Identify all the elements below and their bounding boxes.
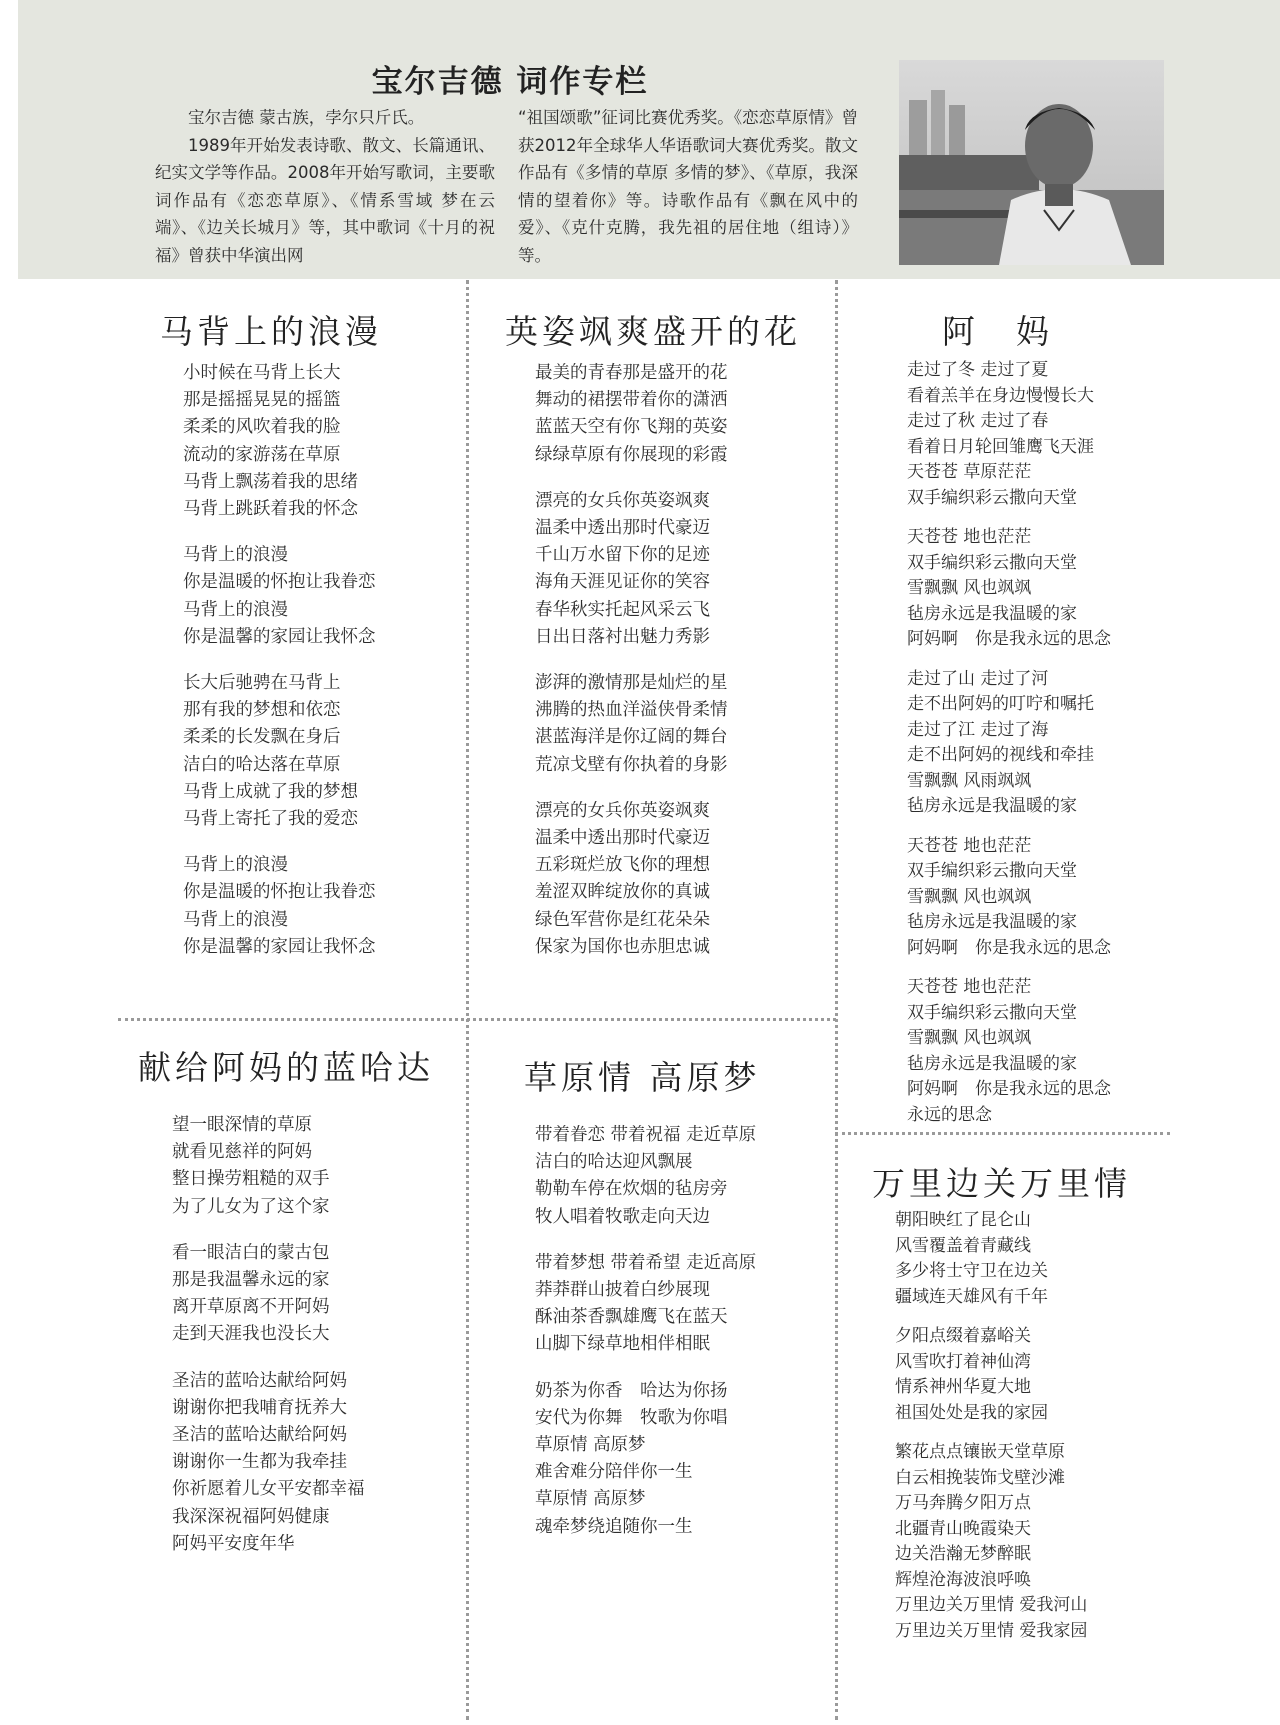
poem-line: 疆域连天雄风有千年 — [895, 1286, 1048, 1307]
poem-line: 谢谢你一生都为我牵挂 — [172, 1452, 347, 1473]
stanza — [183, 670, 376, 833]
poem-title: 献给阿妈的蓝哈达 — [138, 1048, 434, 1087]
poem-line: 长大后驰骋在马背上 — [183, 673, 341, 694]
poem-body — [907, 358, 1111, 1128]
poem-line: 你是温馨的家园让我怀念 — [183, 936, 376, 957]
poem-line: 马背上的浪漫 — [183, 599, 288, 620]
poem-line: 永远的思念 — [907, 1104, 992, 1125]
poem-line: 日出日落衬出魅力秀影 — [535, 626, 710, 647]
poem-line: 阿妈啊 你是我永远的思念 — [907, 1079, 1111, 1099]
poem-line: 柔柔的风吹着我的脸 — [183, 417, 341, 438]
poem-line: 你是温馨的家园让我怀念 — [183, 626, 376, 647]
poem-line: 你是温暖的怀抱让我眷恋 — [183, 572, 376, 593]
stanza — [535, 798, 728, 961]
stanza — [907, 358, 1111, 511]
stanza — [183, 360, 376, 523]
poem-line: 澎湃的激情那是灿烂的星 — [535, 673, 728, 694]
poem-line: 温柔中透出那时代豪迈 — [535, 828, 710, 849]
poem-line: 雪飘飘 风也飒飒 — [907, 1028, 1032, 1048]
poem-line: 白云相挽装饰戈壁沙滩 — [895, 1467, 1065, 1488]
poem-line: 舞动的裙摆带着你的潇洒 — [535, 390, 728, 411]
poem-line: 绿绿草原有你展现的彩霞 — [535, 444, 728, 465]
poem-line: 带着梦想 带着希望 走近高原 — [535, 1252, 757, 1273]
poem-line: 酥油茶香飘雄鹰飞在蓝天 — [535, 1307, 728, 1328]
stanza — [172, 1368, 365, 1558]
stanza — [895, 1440, 1087, 1644]
poem-line: 万里边关万里情 爱我家园 — [895, 1620, 1088, 1641]
poem-line: 五彩斑烂放飞你的理想 — [535, 855, 710, 876]
poem-line: 走不出阿妈的视线和牵挂 — [907, 745, 1094, 765]
poem-line: 漂亮的女兵你英姿飒爽 — [535, 490, 710, 511]
poem-title: 万里边关万里情 — [872, 1164, 1131, 1203]
poem-line: 漂亮的女兵你英姿飒爽 — [535, 800, 710, 821]
poem-line: 双手编织彩云撒向天堂 — [907, 487, 1077, 508]
poem-line: 洁白的哈达迎风飘展 — [535, 1152, 693, 1173]
poem-line: 繁花点点镶嵌天堂草原 — [895, 1442, 1065, 1462]
poem-line: 羞涩双眸绽放你的真诚 — [535, 882, 710, 903]
poem-line: 你祈愿着儿女平安都幸福 — [172, 1479, 365, 1500]
poem-line: 带着眷恋 带着祝福 走近草原 — [535, 1125, 757, 1145]
stanza — [535, 1250, 756, 1359]
poem-line: 保家为国你也赤胆忠诚 — [535, 936, 710, 957]
poem-line: 湛蓝海洋是你辽阔的舞台 — [535, 727, 728, 748]
poem-line: 走不出阿妈的叮咛和嘱托 — [907, 694, 1094, 714]
stanza — [895, 1208, 1087, 1310]
poem-line: 那有我的梦想和依恋 — [183, 700, 341, 721]
poem-line: 小时候在马背上长大 — [183, 363, 341, 383]
poem-line: 荒凉戈壁有你执着的身影 — [535, 754, 728, 775]
poem-line: 夕阳点缀着嘉峪关 — [895, 1326, 1031, 1346]
poem-line: 万里边关万里情 爱我河山 — [895, 1595, 1088, 1615]
poem-line: 双手编织彩云撒向天堂 — [907, 1002, 1077, 1023]
poem-line: 难舍难分陪伴你一生 — [535, 1462, 693, 1483]
poem-line: 情系神州华夏大地 — [895, 1377, 1031, 1397]
poem-line: 天苍苍 地也茫茫 — [907, 977, 1032, 997]
poem-line: 阿妈啊 你是我永远的思念 — [907, 937, 1111, 958]
poem-line: 朝阳映红了昆仑山 — [895, 1210, 1031, 1230]
poem-body — [183, 360, 376, 980]
poem-line: 雪飘飘 风也飒飒 — [907, 886, 1032, 907]
poem-body — [895, 1208, 1087, 1644]
poem-line: 毡房永远是我温暖的家 — [907, 603, 1077, 624]
poem-line: 风雪吹打着神仙湾 — [895, 1351, 1031, 1372]
poem-line: 沸腾的热血洋溢侠骨柔情 — [535, 700, 728, 721]
poem-line: 望一眼深情的草原 — [172, 1115, 312, 1135]
stanza — [907, 975, 1111, 1128]
poem-line: 边关浩瀚无梦醉眠 — [895, 1544, 1031, 1564]
poem-title: 英姿飒爽盛开的花 — [505, 312, 801, 351]
poem-line: 圣洁的蓝哈达献给阿妈 — [172, 1370, 347, 1391]
poem-line: 马背上跳跃着我的怀念 — [183, 499, 358, 520]
poem-line: 谢谢你把我哺育抚养大 — [172, 1397, 347, 1418]
poem-line: 毡房永远是我温暖的家 — [907, 796, 1077, 816]
poem-line: 魂牵梦绕追随你一生 — [535, 1516, 693, 1537]
poem-line: 马背上飘荡着我的思绪 — [183, 471, 358, 492]
poem-title: 草原情 高原梦 — [524, 1058, 761, 1097]
poem-body — [535, 360, 728, 980]
stanza — [907, 834, 1111, 962]
poem-line: 看一眼洁白的蒙古包 — [172, 1242, 330, 1263]
poem-line: 山脚下绿草地相伴相眠 — [535, 1334, 710, 1355]
poem-line: 马背上寄托了我的爱恋 — [183, 809, 358, 830]
poem-line: 阿妈啊 你是我永远的思念 — [907, 629, 1111, 649]
poem-line: 春华秋实托起风采云飞 — [535, 599, 710, 620]
poem-line: 走过了冬 走过了夏 — [907, 360, 1049, 380]
poem-body — [535, 1122, 756, 1560]
stanza — [535, 670, 728, 779]
poem-line: 毡房永远是我温暖的家 — [907, 912, 1077, 932]
poem-line: 雪飘飘 风也飒飒 — [907, 578, 1032, 598]
poem-line: 最美的青春那是盛开的花 — [535, 363, 728, 383]
stanza — [172, 1112, 365, 1221]
poem-line: 马背上成就了我的梦想 — [183, 781, 358, 802]
poem-line: 柔柔的长发飘在身后 — [183, 727, 341, 748]
poem-line: 草原情 高原梦 — [535, 1489, 646, 1510]
poem-line: 雪飘飘 风雨飒飒 — [907, 770, 1032, 791]
stanza — [172, 1240, 365, 1349]
poem-line: 看着日月轮回雏鹰飞天涯 — [907, 436, 1094, 457]
stanza — [907, 667, 1111, 820]
poem-line: 天苍苍 地也茫茫 — [907, 527, 1032, 547]
poem-line: 北疆青山晚霞染天 — [895, 1518, 1031, 1539]
stanza — [183, 852, 376, 961]
poem-line: 马背上的浪漫 — [183, 855, 288, 876]
column-divider — [466, 280, 469, 1720]
stanza — [907, 525, 1111, 653]
author-photo-image — [899, 60, 1164, 265]
poem-line: 海角天涯见证你的笑容 — [535, 572, 710, 593]
bio-paragraph: “祖国颂歌”征词比赛优秀奖。《恋恋草原情》曾获2012年全球华人华语歌词大赛优秀奖。散文作品有《多情的草原 多情的梦》、《草原，我深情的望着你》等。诗歌作品有《飘在风中的爱》、《克什克腾，我先祖的居住地（组诗）》等。 — [518, 108, 858, 265]
stanza — [535, 1122, 756, 1231]
bio-paragraph: 1989年开始发表诗歌、散文、长篇通讯、纪实文学等作品。2008年开始写歌词，主要歌词作品有《恋恋草原》、《情系雪域 梦在云端》、《边关长城月》等，其中歌词《十月的祝福》曾获中华演出网 — [155, 135, 495, 265]
poem-line: 走过了秋 走过了春 — [907, 411, 1049, 431]
poem-line: 莽莽群山披着白纱展现 — [535, 1280, 710, 1301]
bio-paragraph: 宝尔吉德 蒙古族，孛尔只斤氏。 — [188, 108, 425, 127]
row-divider — [118, 1018, 836, 1021]
poem-line: 天苍苍 地也茫茫 — [907, 835, 1032, 856]
poem-line: 阿妈平安度年华 — [172, 1533, 295, 1554]
poem-line: 整日操劳粗糙的双手 — [172, 1169, 330, 1190]
poem-line: 千山万水留下你的足迹 — [535, 545, 710, 566]
poem-line: 离开草原离不开阿妈 — [172, 1297, 330, 1318]
poem-line: 勒勒车停在炊烟的毡房旁 — [535, 1179, 728, 1200]
poem-line: 为了儿女为了这个家 — [172, 1196, 330, 1217]
poem-line: 双手编织彩云撒向天堂 — [907, 552, 1077, 573]
poem-line: 毡房永远是我温暖的家 — [907, 1053, 1077, 1074]
stanza — [535, 1378, 756, 1541]
poem-line: 蓝蓝天空有你飞翔的英姿 — [535, 417, 728, 438]
poem-line: 走过了山 走过了河 — [907, 668, 1049, 689]
poem-line: 多少将士守卫在边关 — [895, 1261, 1048, 1281]
poem-line: 草原情 高原梦 — [535, 1435, 646, 1456]
poem-line: 流动的家游荡在草原 — [183, 444, 341, 465]
poem-line: 那是摇摇晃晃的摇篮 — [183, 390, 341, 411]
poem-line: 安代为你舞 牧歌为你唱 — [535, 1407, 728, 1428]
poem-line: 绿色军营你是红花朵朵 — [535, 909, 710, 930]
poem-line: 那是我温馨永远的家 — [172, 1270, 330, 1291]
poem-title: 马背上的浪漫 — [160, 312, 382, 351]
poem-body — [172, 1112, 365, 1577]
column-divider — [835, 280, 838, 1720]
stanza — [535, 488, 728, 651]
poem-line: 温柔中透出那时代豪迈 — [535, 518, 710, 539]
poem-title: 阿 妈 — [942, 312, 1053, 351]
poem-line: 走过了江 走过了海 — [907, 719, 1049, 740]
poem-line: 我深深祝福阿妈健康 — [172, 1506, 330, 1527]
poem-line: 双手编织彩云撒向天堂 — [907, 861, 1077, 881]
poem-line: 天苍苍 草原茫茫 — [907, 462, 1032, 482]
poem-line: 万马奔腾夕阳万点 — [895, 1493, 1031, 1513]
poem-line: 祖国处处是我的家园 — [895, 1402, 1048, 1423]
poem-line: 就看见慈祥的阿妈 — [172, 1142, 312, 1163]
poem-line: 洁白的哈达落在草原 — [183, 754, 341, 775]
stanza — [535, 360, 728, 469]
poem-line: 奶茶为你香 哈达为你扬 — [535, 1380, 728, 1401]
author-photo — [899, 60, 1164, 265]
author-bio-right — [518, 104, 858, 269]
poem-line: 圣洁的蓝哈达献给阿妈 — [172, 1425, 347, 1446]
poem-line: 看着羔羊在身边慢慢长大 — [907, 385, 1094, 406]
stanza — [183, 542, 376, 651]
row-divider — [835, 1132, 1170, 1135]
poem-line: 牧人唱着牧歌走向天边 — [535, 1206, 710, 1227]
column-title: 宝尔吉德 词作专栏 — [371, 64, 649, 100]
poem-line: 辉煌沧海波浪呼唤 — [895, 1569, 1031, 1590]
poem-line: 马背上的浪漫 — [183, 909, 288, 930]
poem-line: 你是温暖的怀抱让我眷恋 — [183, 882, 376, 903]
stanza — [895, 1324, 1087, 1426]
poem-line: 风雪覆盖着青藏线 — [895, 1235, 1031, 1256]
poem-line: 走到天涯我也没长大 — [172, 1324, 330, 1345]
poem-line: 马背上的浪漫 — [183, 545, 288, 566]
author-bio-left — [155, 104, 495, 269]
